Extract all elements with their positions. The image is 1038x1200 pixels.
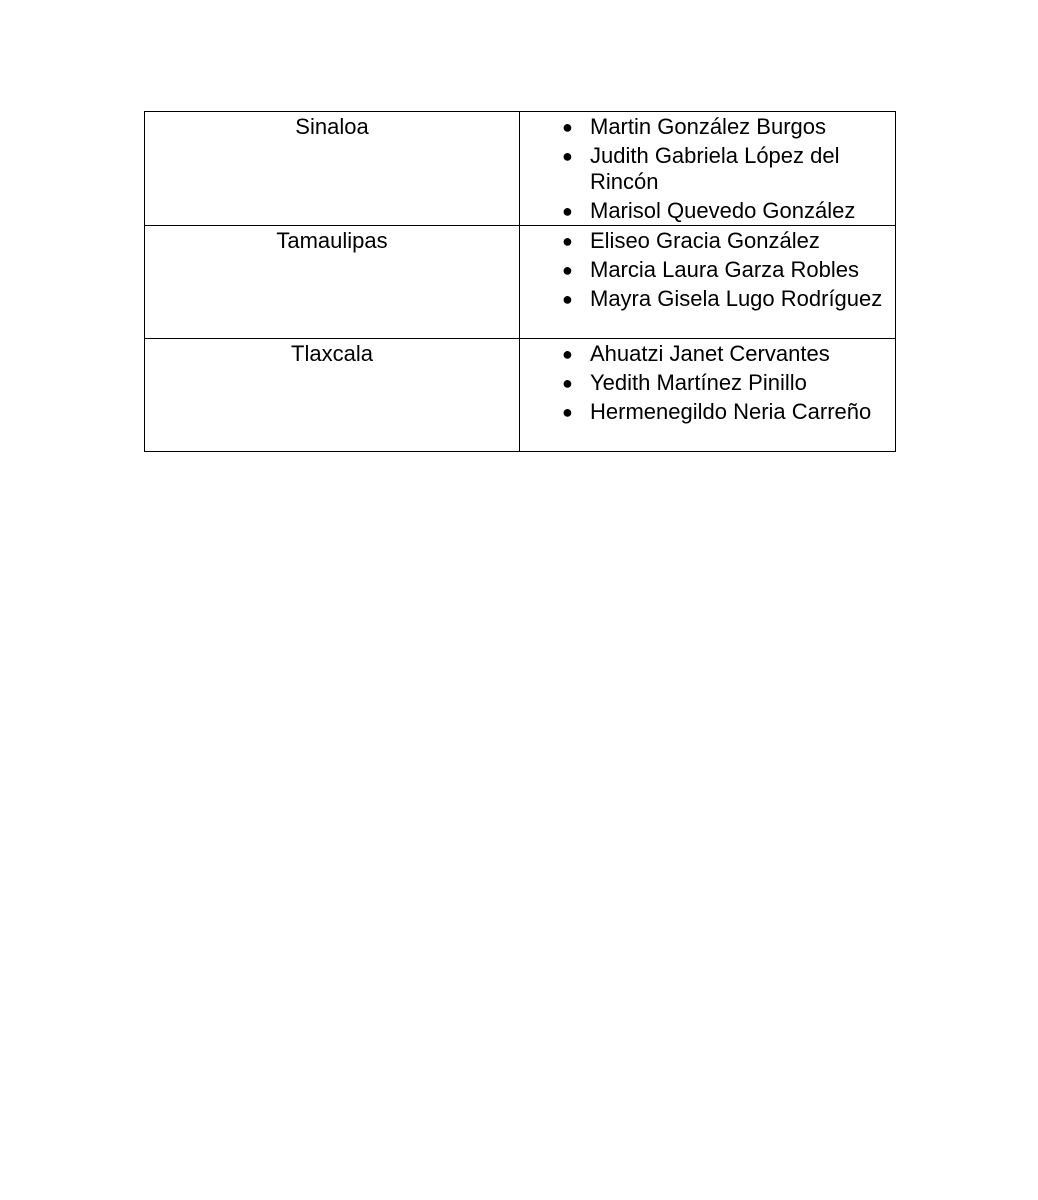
person-name: Mayra Gisela Lugo Rodríguez — [590, 285, 883, 311]
bullet-icon: ● — [562, 288, 573, 309]
person-name: Ahuatzi Janet Cervantes — [590, 340, 830, 366]
list-item — [562, 255, 895, 284]
person-name: Marcia Laura Garza Robles — [590, 256, 860, 282]
bullet-icon: ● — [562, 343, 573, 364]
list-item — [562, 112, 895, 141]
bullet-icon: ● — [562, 116, 573, 137]
state-name-cell — [145, 339, 520, 452]
person-name: Martin González Burgos — [590, 113, 826, 139]
state-name: Tlaxcala — [291, 341, 373, 366]
names-list — [520, 226, 895, 313]
state-name: Sinaloa — [295, 114, 369, 139]
state-name: Tamaulipas — [276, 228, 388, 253]
list-item — [562, 141, 895, 196]
person-name: Yedith Martínez Pinillo — [590, 369, 807, 395]
state-name-cell — [145, 226, 520, 339]
person-name: Marisol Quevedo González — [590, 197, 856, 223]
bullet-icon: ● — [562, 230, 573, 251]
list-item — [562, 284, 895, 313]
table-row — [145, 226, 896, 339]
names-list — [520, 339, 895, 426]
list-item — [562, 196, 895, 225]
bullet-icon: ● — [562, 372, 573, 393]
bullet-icon: ● — [562, 200, 573, 221]
list-item — [562, 339, 895, 368]
bullet-icon: ● — [562, 401, 573, 422]
bullet-icon: ● — [562, 259, 573, 280]
person-name: Eliseo Gracia González — [590, 227, 820, 253]
state-roster-table — [144, 111, 896, 452]
person-name: Hermenegildo Neria Carreño — [590, 398, 872, 424]
names-cell — [520, 339, 896, 452]
table-row — [145, 112, 896, 226]
names-list — [520, 112, 895, 225]
list-item — [562, 226, 895, 255]
list-item — [562, 397, 895, 426]
person-name: Judith Gabriela López del Rincón — [590, 142, 840, 194]
table-row — [145, 339, 896, 452]
names-cell — [520, 112, 896, 226]
list-item — [562, 368, 895, 397]
state-name-cell — [145, 112, 520, 226]
bullet-icon: ● — [562, 145, 573, 166]
names-cell — [520, 226, 896, 339]
